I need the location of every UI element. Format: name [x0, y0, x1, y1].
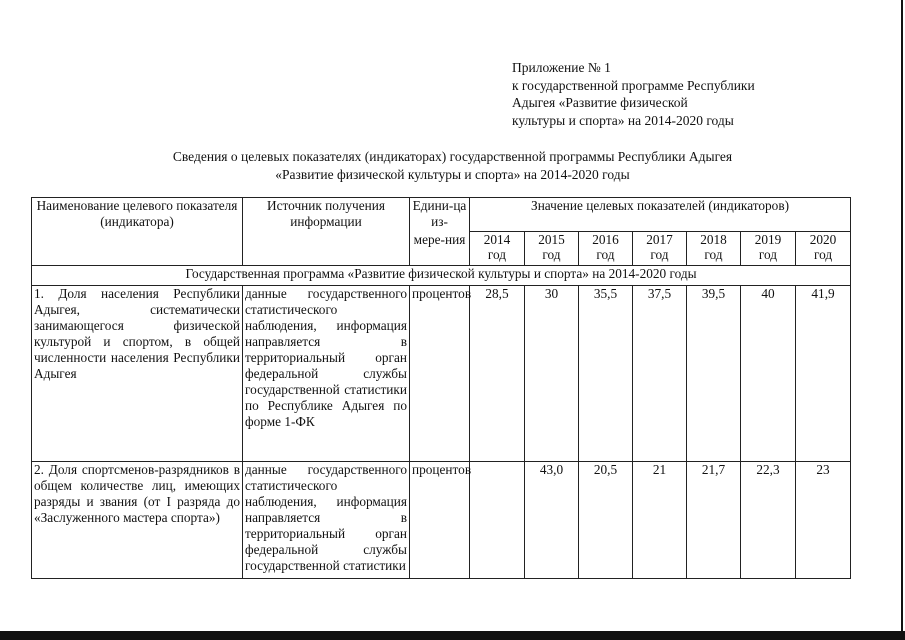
program-title: Государственная программа «Развитие физической культуры и спорта» на 2014-2020 годы	[32, 266, 851, 286]
year-2018: 2018 год	[687, 232, 741, 266]
indicator-unit: процентов	[410, 462, 470, 579]
value-2016: 20,5	[579, 462, 633, 579]
value-2018: 21,7	[687, 462, 741, 579]
indicator-name: 1. Доля населения Республики Адыгея, систематически занимающегося физической культурой и спортом, в общей численности населения Республики Адыгея	[32, 286, 243, 462]
value-2017: 37,5	[633, 286, 687, 462]
year-2020: 2020 год	[796, 232, 851, 266]
header-indicator-name: Наименование целевого показателя (индикатора)	[32, 198, 243, 266]
annex-header	[512, 59, 802, 129]
value-2020: 41,9	[796, 286, 851, 462]
value-2015: 30	[525, 286, 579, 462]
document-title	[30, 148, 875, 183]
year-2014: 2014 год	[470, 232, 525, 266]
title-line-2: «Развитие физической культуры и спорта» на 2014-2020 годы	[275, 166, 630, 182]
scan-edge-bottom	[0, 631, 905, 640]
annex-line-2: к государственной программе Республики	[512, 77, 755, 93]
header-values: Значение целевых показателей (индикаторов)	[470, 198, 851, 232]
year-2016: 2016 год	[579, 232, 633, 266]
annex-line-4: культуры и спорта» на 2014-2020 годы	[512, 112, 734, 128]
indicator-source: данные государственного статистического наблюдения, информация направляется в территориальный орган федеральной службы государственной статистики	[243, 462, 410, 579]
year-2019: 2019 год	[741, 232, 796, 266]
annex-number: Приложение № 1	[512, 60, 611, 75]
year-2017: 2017 год	[633, 232, 687, 266]
value-2014: 28,5	[470, 286, 525, 462]
header-unit-top: Едини-ца из-	[410, 198, 470, 232]
value-2017: 21	[633, 462, 687, 579]
title-line-1: Сведения о целевых показателях (индикаторах) государственной программы Республики Адыгея	[172, 149, 733, 164]
indicator-unit: процентов	[410, 286, 470, 462]
value-2018: 39,5	[687, 286, 741, 462]
header-row-1	[32, 198, 851, 232]
indicator-source: данные государственного статистического наблюдения, информация направляется в территориальный орган федеральной службы государственной статистики по Республике Адыгея по форме 1-ФК	[243, 286, 410, 462]
value-2019: 22,3	[741, 462, 796, 579]
header-source: Источник получения информации	[243, 198, 410, 266]
value-2020: 23	[796, 462, 851, 579]
value-2016: 35,5	[579, 286, 633, 462]
program-row	[32, 266, 851, 286]
value-2019: 40	[741, 286, 796, 462]
value-2015: 43,0	[525, 462, 579, 579]
table-row	[32, 286, 851, 462]
scan-edge-right	[901, 0, 903, 632]
annex-line-3: Адыгея «Развитие физической	[512, 95, 688, 110]
header-unit-bottom: мере-ния	[410, 232, 470, 266]
value-2014	[470, 462, 525, 579]
indicator-name: 2. Доля спортсменов-разрядников в общем количестве лиц, имеющих разряды и звания (от I разряда до «Заслуженного мастера спорта»)	[32, 462, 243, 579]
year-2015: 2015 год	[525, 232, 579, 266]
table-row	[32, 462, 851, 579]
indicators-table	[31, 197, 851, 579]
